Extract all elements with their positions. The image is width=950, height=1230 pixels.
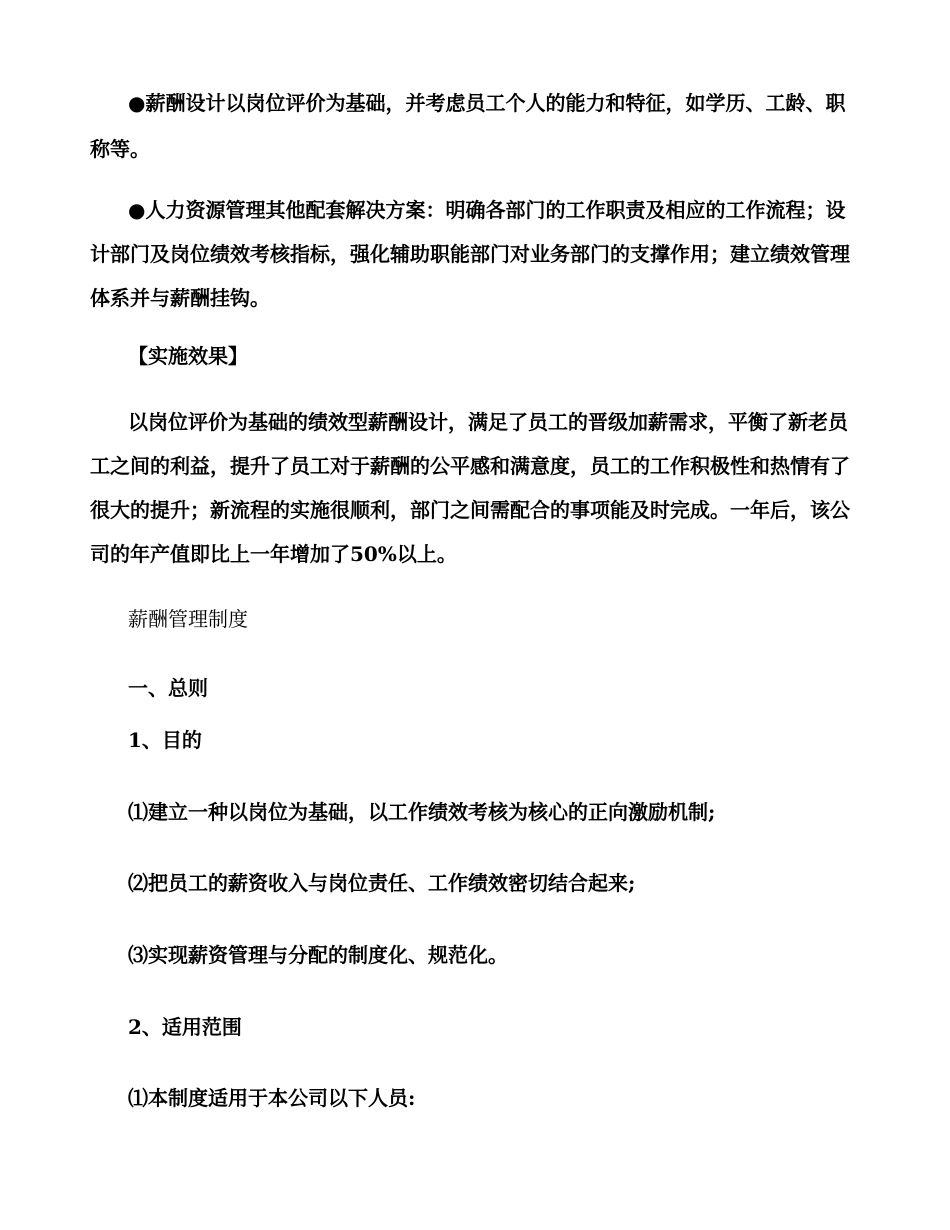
item-scope: 2、适用范围 [128,1015,242,1039]
purpose-point-3: ⑶实现薪资管理与分配的制度化、规范化。 [128,943,508,967]
bullet-hr-solutions: ●人力资源管理其他配套解决方案：明确各部门的工作职责及相应的工作流程；设计部门及岗位绩效考核指标，强化辅助职能部门对业务部门的支撑作用；建立绩效管理体系并与薪酬挂钩。 [90,198,850,310]
scope-point-1: ⑴本制度适用于本公司以下人员: [128,1086,416,1110]
purpose-point-2: ⑵把员工的薪资收入与岗位责任、工作绩效密切结合起来; [128,871,636,895]
item-purpose: 1、目的 [128,728,202,752]
section-heading-effect: 【实施效果】 [128,344,248,368]
policy-title: 薪酬管理制度 [128,607,248,631]
purpose-point-1: ⑴建立一种以岗位为基础，以工作绩效考核为核心的正向激励机制; [128,800,716,824]
effect-paragraph: 以岗位评价为基础的绩效型薪酬设计，满足了员工的晋级加薪需求，平衡了新老员工之间的利益，提升了员工对于薪酬的公平感和满意度，员工的工作积极性和热情有了很大的提升；新流程的实施很顺利，部门之间需配合的事项能及时完成。一年后，该公司的年产值即比上一年增加了50%以上。 [90,410,850,566]
bullet-salary-design: ●薪酬设计以岗位评价为基础，并考虑员工个人的能力和特征，如学历、工龄、职称等。 [90,91,846,161]
chapter-general: 一、总则 [128,676,208,700]
